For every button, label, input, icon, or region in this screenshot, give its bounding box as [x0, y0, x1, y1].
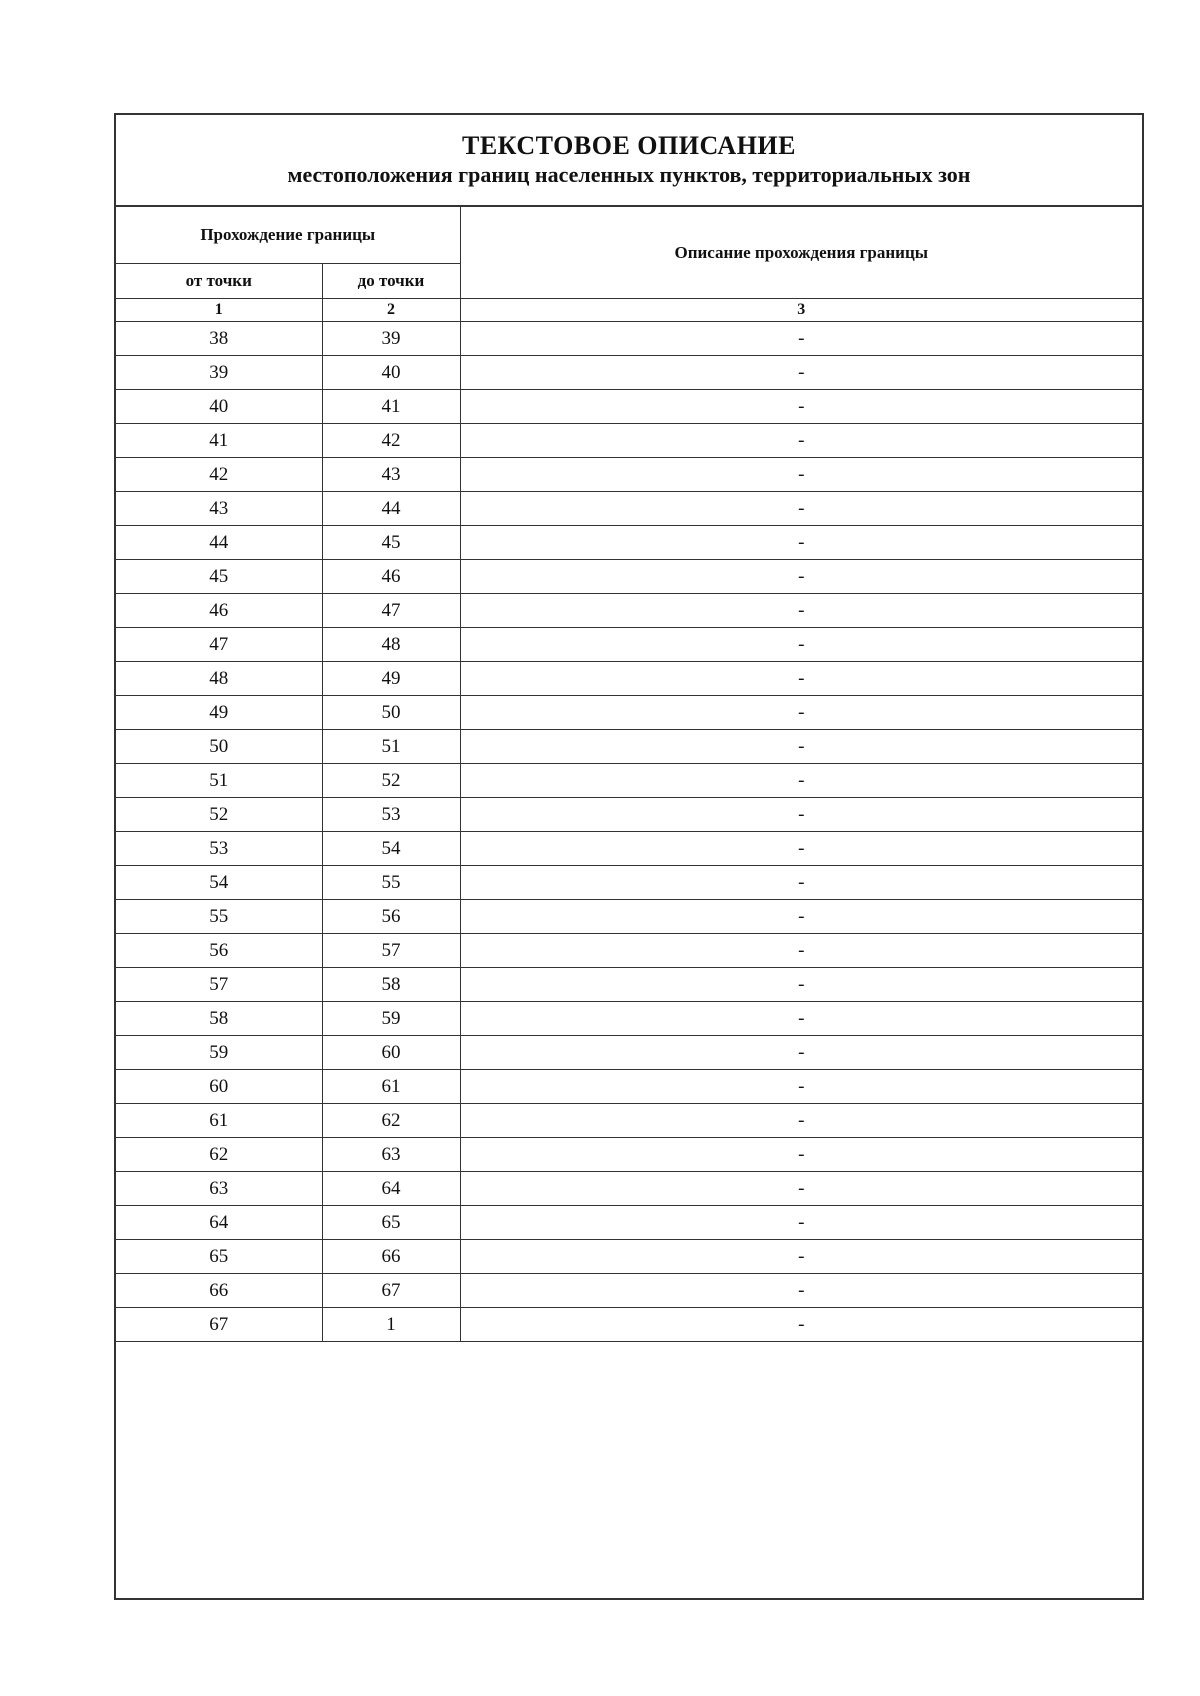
table-row	[116, 696, 1142, 730]
to-point-cell: 60	[322, 1036, 460, 1070]
description-cell: -	[460, 1036, 1142, 1070]
table-row	[116, 322, 1142, 356]
from-point-cell: 57	[116, 968, 322, 1002]
table-row	[116, 1036, 1142, 1070]
description-cell: -	[460, 900, 1142, 934]
table-row	[116, 628, 1142, 662]
document-frame	[114, 113, 1144, 1600]
from-point-cell: 39	[116, 356, 322, 390]
description-cell: -	[460, 662, 1142, 696]
to-point-header: до точки	[322, 264, 460, 299]
description-cell: -	[460, 560, 1142, 594]
to-point-cell: 51	[322, 730, 460, 764]
from-point-cell: 43	[116, 492, 322, 526]
table-row	[116, 492, 1142, 526]
description-cell: -	[460, 968, 1142, 1002]
description-cell: -	[460, 594, 1142, 628]
from-point-cell: 45	[116, 560, 322, 594]
table-row	[116, 390, 1142, 424]
table-row	[116, 832, 1142, 866]
table-row	[116, 1206, 1142, 1240]
table-row	[116, 1002, 1142, 1036]
to-point-cell: 49	[322, 662, 460, 696]
description-cell: -	[460, 492, 1142, 526]
to-point-cell: 42	[322, 424, 460, 458]
from-point-header: от точки	[116, 264, 322, 299]
from-point-cell: 66	[116, 1274, 322, 1308]
to-point-cell: 43	[322, 458, 460, 492]
to-point-cell: 63	[322, 1138, 460, 1172]
description-cell: -	[460, 356, 1142, 390]
to-point-cell: 65	[322, 1206, 460, 1240]
description-cell: -	[460, 866, 1142, 900]
description-cell: -	[460, 1308, 1142, 1342]
description-cell: -	[460, 390, 1142, 424]
from-point-cell: 51	[116, 764, 322, 798]
to-point-cell: 50	[322, 696, 460, 730]
table-row	[116, 934, 1142, 968]
table-row	[116, 662, 1142, 696]
to-point-cell: 53	[322, 798, 460, 832]
description-cell: -	[460, 1002, 1142, 1036]
from-point-cell: 60	[116, 1070, 322, 1104]
to-point-cell: 47	[322, 594, 460, 628]
table-row	[116, 1240, 1142, 1274]
table-row	[116, 1104, 1142, 1138]
description-cell: -	[460, 1206, 1142, 1240]
document-title: ТЕКСТОВОЕ ОПИСАНИЕ	[461, 131, 796, 160]
from-point-cell: 38	[116, 322, 322, 356]
description-cell: -	[460, 526, 1142, 560]
to-point-cell: 44	[322, 492, 460, 526]
document-subtitle: местоположения границ населенных пунктов, территориальных зон	[287, 162, 971, 187]
from-point-cell: 63	[116, 1172, 322, 1206]
from-point-cell: 44	[116, 526, 322, 560]
description-cell: -	[460, 322, 1142, 356]
table-row	[116, 900, 1142, 934]
to-point-cell: 54	[322, 832, 460, 866]
to-point-cell: 58	[322, 968, 460, 1002]
table-row	[116, 424, 1142, 458]
to-point-cell: 57	[322, 934, 460, 968]
table-row	[116, 1274, 1142, 1308]
description-cell: -	[460, 628, 1142, 662]
description-cell: -	[460, 424, 1142, 458]
to-point-cell: 1	[322, 1308, 460, 1342]
from-point-cell: 61	[116, 1104, 322, 1138]
from-point-cell: 48	[116, 662, 322, 696]
from-point-cell: 55	[116, 900, 322, 934]
table-row	[116, 1070, 1142, 1104]
table-row	[116, 560, 1142, 594]
boundary-table	[116, 207, 1142, 1342]
table-row	[116, 730, 1142, 764]
table-row	[116, 1172, 1142, 1206]
from-point-cell: 54	[116, 866, 322, 900]
from-point-cell: 58	[116, 1002, 322, 1036]
table-row	[116, 526, 1142, 560]
to-point-cell: 67	[322, 1274, 460, 1308]
to-point-cell: 39	[322, 322, 460, 356]
table-row	[116, 356, 1142, 390]
from-point-cell: 52	[116, 798, 322, 832]
from-point-cell: 49	[116, 696, 322, 730]
to-point-cell: 62	[322, 1104, 460, 1138]
table-row	[116, 1308, 1142, 1342]
description-cell: -	[460, 832, 1142, 866]
table-row	[116, 458, 1142, 492]
description-cell: -	[460, 1138, 1142, 1172]
description-cell: -	[460, 696, 1142, 730]
description-cell: -	[460, 798, 1142, 832]
from-point-cell: 40	[116, 390, 322, 424]
table-body	[116, 322, 1142, 1342]
from-point-cell: 62	[116, 1138, 322, 1172]
description-cell: -	[460, 458, 1142, 492]
from-point-cell: 42	[116, 458, 322, 492]
passage-header: Прохождение границы	[116, 207, 460, 264]
description-cell: -	[460, 1104, 1142, 1138]
column-number-3: 3	[460, 299, 1142, 322]
table-row	[116, 866, 1142, 900]
to-point-cell: 41	[322, 390, 460, 424]
to-point-cell: 48	[322, 628, 460, 662]
table-row	[116, 968, 1142, 1002]
description-cell: -	[460, 934, 1142, 968]
from-point-cell: 65	[116, 1240, 322, 1274]
to-point-cell: 52	[322, 764, 460, 798]
description-cell: -	[460, 1274, 1142, 1308]
table-header	[116, 207, 1142, 322]
from-point-cell: 46	[116, 594, 322, 628]
table-row	[116, 764, 1142, 798]
from-point-cell: 41	[116, 424, 322, 458]
to-point-cell: 40	[322, 356, 460, 390]
from-point-cell: 67	[116, 1308, 322, 1342]
table-row	[116, 1138, 1142, 1172]
description-header: Описание прохождения границы	[460, 207, 1142, 299]
to-point-cell: 56	[322, 900, 460, 934]
description-cell: -	[460, 764, 1142, 798]
to-point-cell: 59	[322, 1002, 460, 1036]
to-point-cell: 66	[322, 1240, 460, 1274]
column-number-2: 2	[322, 299, 460, 322]
description-cell: -	[460, 1172, 1142, 1206]
from-point-cell: 53	[116, 832, 322, 866]
table-row	[116, 798, 1142, 832]
description-cell: -	[460, 730, 1142, 764]
from-point-cell: 50	[116, 730, 322, 764]
from-point-cell: 47	[116, 628, 322, 662]
column-number-1: 1	[116, 299, 322, 322]
to-point-cell: 46	[322, 560, 460, 594]
title-block	[116, 115, 1142, 207]
from-point-cell: 59	[116, 1036, 322, 1070]
from-point-cell: 56	[116, 934, 322, 968]
to-point-cell: 45	[322, 526, 460, 560]
description-cell: -	[460, 1240, 1142, 1274]
to-point-cell: 61	[322, 1070, 460, 1104]
to-point-cell: 64	[322, 1172, 460, 1206]
table-row	[116, 594, 1142, 628]
from-point-cell: 64	[116, 1206, 322, 1240]
description-cell: -	[460, 1070, 1142, 1104]
to-point-cell: 55	[322, 866, 460, 900]
